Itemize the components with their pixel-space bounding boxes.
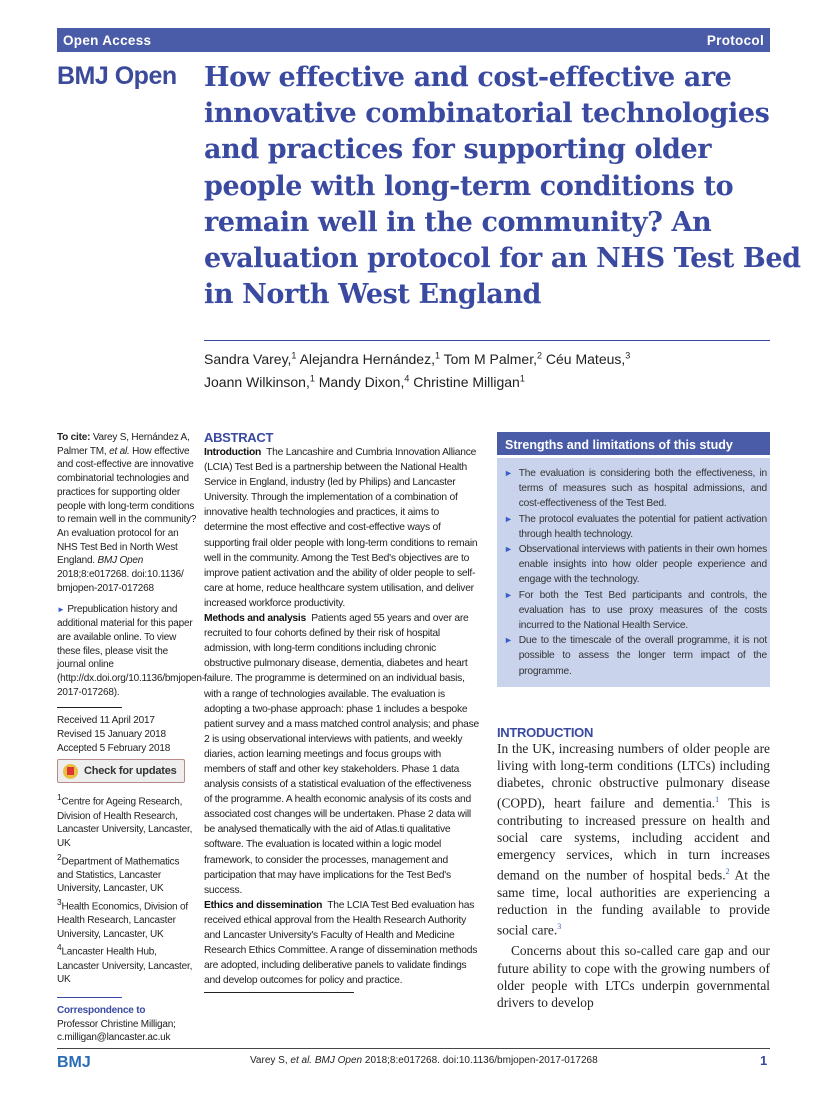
author[interactable]: Joann Wilkinson,$^1$	[204, 373, 315, 391]
bullet-icon: ►	[504, 468, 513, 478]
reference-link[interactable]: 3	[557, 921, 562, 931]
correspondence-name: Professor Christine Milligan;	[57, 1018, 176, 1030]
abstract	[204, 430, 479, 993]
title-line: How effective and cost-effective are	[204, 62, 732, 93]
abstract-ethics: Ethics and dissemination The LCIA Test Bed evaluation has received ethical approval from the Health Research Authority and Lancaster University's Faculty of Health and Medicine Research Ethics Committee. A range of dissemination methods are adopted, including deliberative panels to validate findings and develop outcomes for policy and practice.	[204, 899, 478, 987]
author-list	[204, 345, 770, 392]
abstract-methods: Methods and analysis Patients aged 55 years and over are recruited to four cohorts defined by their risk of hospital admission, with long-term conditions including chronic obstructive pulmonary disease, dementia, diabetes and heart failure. The programme is determined on an individual basis, with a range of technologies available. The evaluation is adopting a two-phase approach: phase 1 includes a bespoke patient survey and a mass matched control analysis; and phase 2 is using observational interviews with patients, and weekly diaries, action learning meetings and focus groups with members of staff and other key stakeholders. Phase 1 data analysis consists of a statistical evaluation of the effectiveness of the programme. A health economic analysis of its costs and associated cost changes will be undertaken. Phase 2 data will be analysed thematically with the aid of Atlas.ti qualitative software. The evaluation is located within a logic model framework, to consider the processes, management and participation that may have implications for the Test Bed's success.	[204, 613, 479, 896]
page-number: 1	[760, 1053, 768, 1068]
abstract-introduction: Introduction The Lancashire and Cumbria Innovation Alliance (LCIA) Test Bed is a partnership between the National Health Service in England, industry (led by Philips) and Lancaster University. Through the implementation of a combination of innovative health technologies and practices, it aims to determine the most effective and cost-effective ways of supporting frail older people with long-term conditions to remain well in the community. Among the Test Bed's objectives are to improve patient activation and the ability of older people to self-care at home, reduce healthcare system utilisation, and deliver increased workforce productivity.	[204, 447, 478, 609]
strength-item: ► The protocol evaluates the potential for patient activation through health technology.	[504, 512, 767, 542]
bullet-icon: ►	[504, 635, 513, 646]
correspondence-email[interactable]: c.milligan@lancaster.ac.uk	[57, 1032, 171, 1044]
author[interactable]: Christine Milligan$^1$	[413, 373, 525, 391]
check-for-updates-button[interactable]: Check for updates	[57, 759, 185, 783]
author[interactable]: Alejandra Hernández,$^1$	[299, 350, 440, 367]
title-line: in North West England	[204, 279, 542, 311]
divider	[204, 992, 354, 993]
title-line: people with long-term conditions to	[204, 170, 734, 202]
author[interactable]: Céu Mateus,$^3$	[545, 350, 631, 367]
correspondence-label: Correspondence to	[57, 1004, 146, 1016]
bmj-logo: BMJ	[57, 1054, 91, 1071]
strength-item: ► For both the Test Bed participants and controls, the evaluation has to use proxy measures of the costs incurred to the National Health Service.	[504, 588, 767, 634]
header-bar	[57, 28, 770, 52]
affiliation: $^2$Department of Mathematics and Statistics, Lancaster University, Lancaster, UK	[57, 851, 180, 895]
introduction-heading: INTRODUCTION	[497, 725, 594, 740]
strengths-limitations-box	[497, 432, 770, 687]
journal-logo: BMJ Open	[57, 62, 177, 90]
introduction-section	[497, 725, 770, 1011]
title-line: remain well in the community? An	[204, 206, 712, 238]
footer-citation: Varey S, et al. BMJ Open 2018;8:e017268. doi:10.1136/bmjopen-2017-017268	[250, 1055, 598, 1066]
bullet-icon: ►	[504, 544, 513, 555]
article-type-label: Protocol	[706, 32, 764, 48]
arrow-icon: ►	[57, 605, 65, 615]
affiliation: $^1$Centre for Ageing Research, Division of Health Research, Lancaster University, Lancaster, UK	[57, 792, 193, 849]
title-divider	[204, 340, 770, 341]
strength-item: ► Observational interviews with patients in their own homes enable insights into how older people experience and engage with the technology.	[504, 542, 767, 588]
revised-date: Revised 15 January 2018	[57, 729, 166, 741]
sidebar	[57, 431, 205, 1045]
title-line: evaluation protocol for an NHS Test Bed	[204, 243, 801, 275]
reference-link[interactable]: 1	[715, 795, 720, 805]
affiliation: $^3$Health Economics, Division of Health Research, Lancaster University, Lancaster, UK	[57, 897, 188, 940]
affiliation: $^4$Lancaster Health Hub, Lancaster University, Lancaster, UK	[57, 942, 193, 986]
title-line: innovative combinatorial technologies	[204, 98, 770, 130]
bullet-icon: ►	[504, 513, 513, 524]
author[interactable]: Sandra Varey,$^1$	[204, 350, 297, 367]
citation: To cite: Varey S, Hernández A, Palmer TM, et al. How effective and cost-effective are innovative combinatorial technologies and practices for supporting older people with long-term conditions to remain well in the community? An evaluation protocol for an NHS Test Bed in North West England. BMJ Open 2018;8:e017268. doi:10.1136/ bmjopen-2017-017268	[57, 432, 197, 594]
reference-link[interactable]: 2	[725, 867, 730, 877]
crossmark-icon	[63, 764, 78, 779]
accepted-date: Accepted 5 February 2018	[57, 742, 171, 754]
divider	[57, 997, 122, 998]
received-date: Received 11 April 2017	[57, 715, 155, 727]
strength-item: ► Due to the timescale of the overall programme, it is not possible to assess the longer term impact of the programme.	[504, 633, 767, 679]
abstract-heading: ABSTRACT	[204, 430, 274, 445]
bullet-icon: ►	[504, 589, 513, 600]
introduction-paragraph: Concerns about this so-called care gap and our future ability to cope with the growing numbers of older people with LTCs underpin governmental drivers to develop	[497, 943, 770, 1010]
prepublication-note[interactable]: ► Prepublication history and additional material for this paper are available online. To view these files, please visit the journal online (http://dx.doi.org/10.1136/bmjopen-2017-017268).	[57, 604, 205, 698]
author[interactable]: Tom M Palmer,$^2$	[443, 350, 543, 367]
introduction-paragraph: In the UK, increasing numbers of older people are living with long-term conditions (LTCs) including diabetes, chronic obstructive pulmonary disease (COPD), heart failure and dementia.$^1$ This is contributing to increased pressure on health and social care systems, including accident and emergency services, which in turn increases demand on the number of hospital beds.$^2$ At the same time, local authorities are experiencing a reduction in the funding available to provide social care.$^3$	[497, 741, 770, 938]
footer-divider	[57, 1048, 770, 1049]
strength-item: ► The evaluation is considering both the effectiveness, in terms of measures such as hospital admissions, and cost-effectiveness of the Test Bed.	[504, 466, 767, 512]
author[interactable]: Mandy Dixon,$^4$	[318, 373, 410, 391]
article-title	[204, 60, 801, 313]
divider	[57, 707, 122, 708]
open-access-label: Open Access	[63, 32, 152, 48]
strengths-heading: Strengths and limitations of this study	[497, 432, 770, 458]
title-line: and practices for supporting older	[204, 134, 712, 166]
